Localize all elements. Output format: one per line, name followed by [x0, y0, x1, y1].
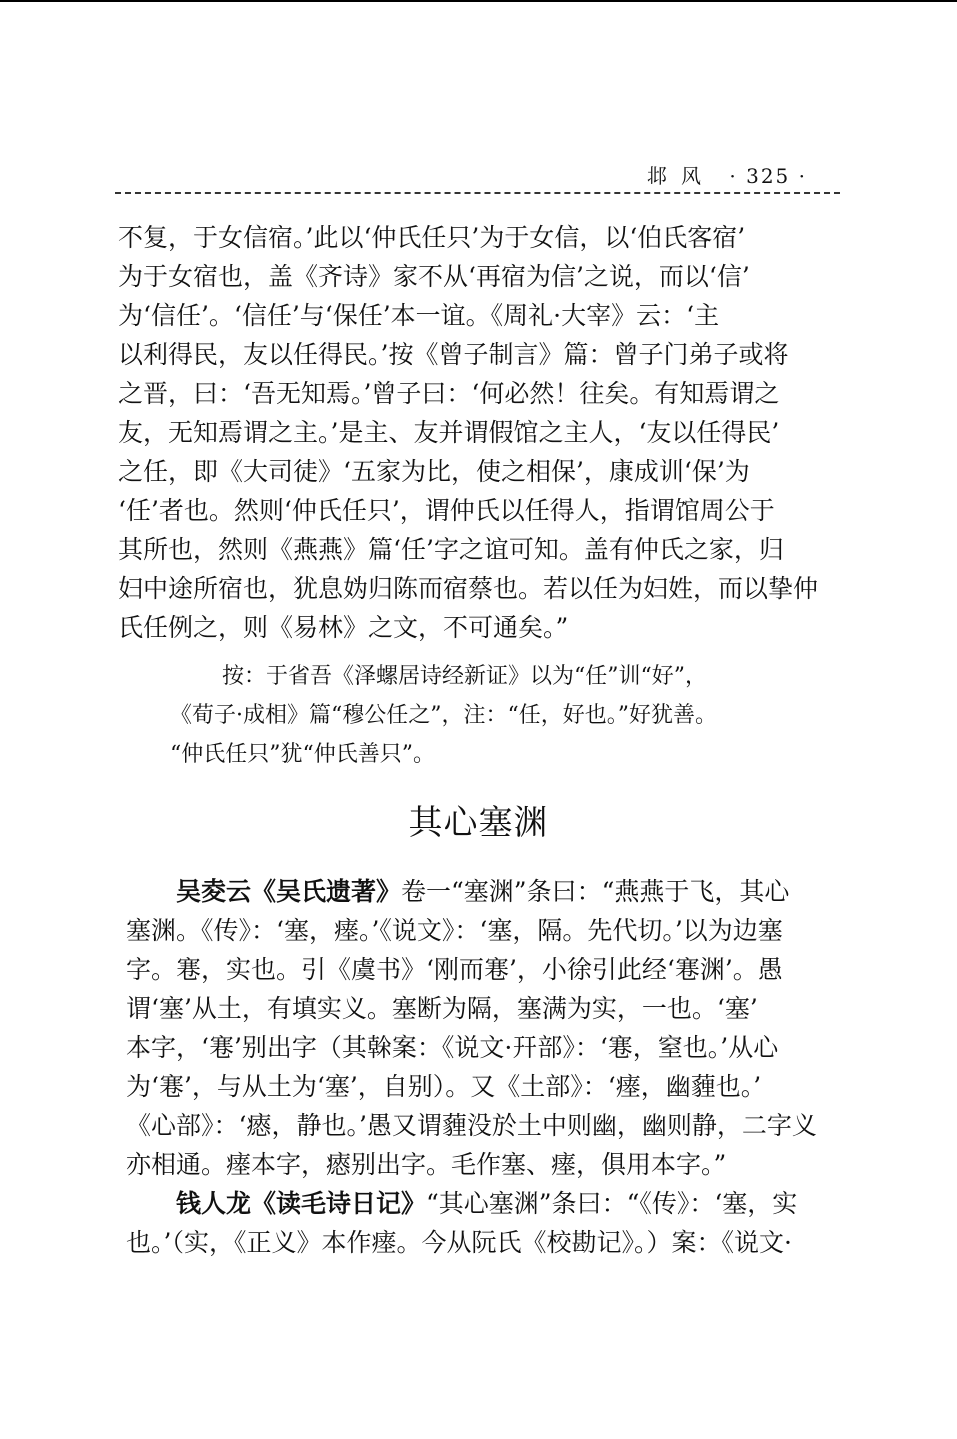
section-body [126, 872, 842, 1262]
text-line: 为‘寋’，与从土为‘塞’，自别）。又《土部》：‘瘗，幽薶也。’ [126, 1072, 762, 1101]
text-line: 友，无知焉谓之主。’是主、友并谓假馆之主人，‘友以任得民’ [118, 418, 780, 447]
text-line: 塞渊。《传》：‘塞，瘗。’《说文》：‘塞，隔。先代切。’以为边塞 [126, 916, 783, 945]
section-title: 其心塞渊 [408, 803, 549, 843]
header-rule [115, 192, 840, 194]
note-line: 《荀子·成相》篇“穆公任之”，注：“任，好也。”好犹善。 [170, 703, 717, 728]
cited-author: 吴夌云《吴氏遗著》 [176, 877, 402, 906]
text-line: 之晋，曰：‘吾无知焉。’曾子曰：‘何必然！往矣。有知焉谓之 [118, 379, 780, 408]
text-line [126, 872, 842, 911]
text-fragment: “其心塞渊”条曰：“《传》：‘塞，实 [426, 1189, 798, 1218]
text-line: 其所也，然则《燕燕》篇‘任’字之谊可知。盖有仲氏之家，归 [118, 535, 784, 564]
page-number: · 325 · [729, 164, 807, 188]
editor-note [170, 657, 840, 774]
note-line: 按：于省吾《泽螺居诗经新证》以为“任”训“好”， [222, 664, 707, 689]
running-head [647, 160, 807, 189]
text-line: ‘任’者也。然则‘仲氏任只’，谓仲氏以任得人，指谓馆周公于 [118, 496, 775, 525]
note-line: “仲氏任只”犹“仲氏善只”。 [170, 742, 435, 767]
text-line: 字。寋，实也。引《虞书》‘刚而寋’，小徐引此经‘寋渊’。愚 [126, 955, 783, 984]
text-line: 以利得民，友以任得民。’按《曾子制言》篇：曾子门弟子或将 [118, 340, 789, 369]
main-paragraph [118, 218, 840, 647]
text-fragment: 卷一“塞渊”条曰：“燕燕于飞，其心 [401, 877, 790, 906]
text-line: 谓‘塞’从土，有填实义。塞断为隔，塞满为实，一也。‘塞’ [126, 994, 758, 1023]
text-line: 氏任例之，则《易林》之文，不可通矣。” [118, 613, 569, 642]
cited-author: 钱人龙《读毛诗日记》 [176, 1189, 427, 1218]
text-line: 亦相通。瘗本字，瘱别出字。毛作塞、瘗，俱用本字。” [126, 1150, 727, 1179]
text-line [126, 1184, 842, 1223]
scan-top-border [0, 0, 957, 2]
text-line: 妇中途所宿也，犹息妫归陈而宿蔡也。若以任为妇姓，而以挚仲 [118, 574, 819, 603]
text-line: 为于女宿也，盖《齐诗》家不从‘再宿为信’之说，而以‘信’ [118, 262, 750, 291]
text-line: 为‘信任’。‘信任’与‘保任’本一谊。《周礼·大宰》云：‘主 [118, 301, 720, 330]
text-line: 不复，于女信宿。’此以‘仲氏任只’为于女信，以‘伯氏客宿’ [118, 223, 746, 252]
text-line: 《心部》：‘瘱，静也。’愚又谓薶没於土中则幽，幽则静，二字义 [126, 1111, 817, 1140]
text-line: 本字，‘寋’别出字（其榦案：《说文·幵部》：‘寋，窒也。’从心 [126, 1033, 779, 1062]
text-line: 也。’（实，《正义》本作瘗。今从阮氏《校勘记》。）案：《说文· [126, 1228, 792, 1257]
text-line: 之任，即《大司徒》‘五家为比，使之相保’，康成训‘保’为 [118, 457, 750, 486]
section-name: 邶风 [647, 164, 716, 188]
